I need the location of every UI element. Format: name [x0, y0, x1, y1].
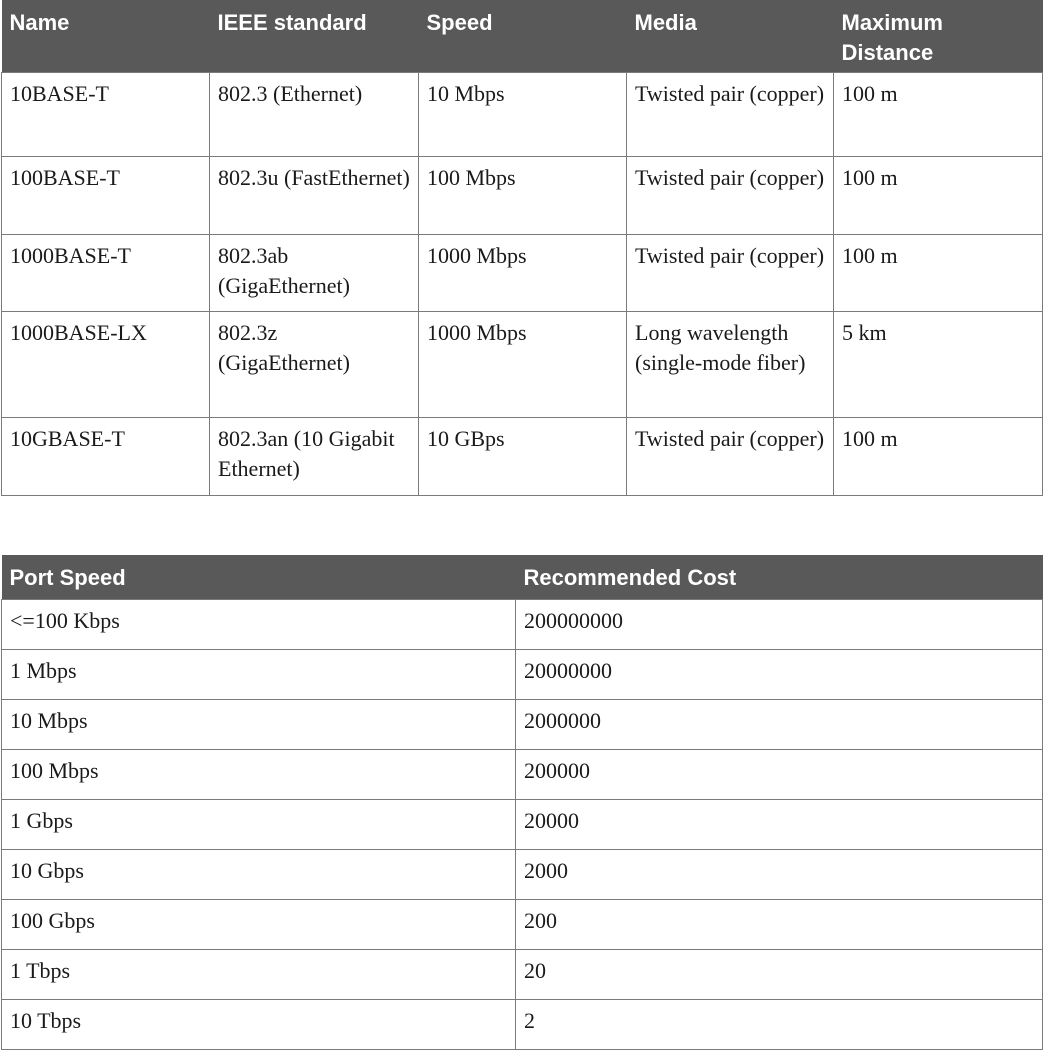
column-header-ieee-standard: IEEE standard [210, 0, 419, 72]
port-cost-table [1, 555, 1043, 1050]
cell-media: Twisted pair (copper) [627, 72, 834, 156]
table-row [2, 234, 1043, 311]
column-header-maximum-distance: Maximum Distance [834, 0, 1043, 72]
table-header-row [2, 0, 1043, 72]
cell-maximum-distance: 100 m [834, 234, 1043, 311]
cell-name: 1000BASE-LX [2, 311, 210, 417]
table-row [2, 311, 1043, 417]
cell-speed: 1000 Mbps [419, 234, 627, 311]
cell-media: Twisted pair (copper) [627, 234, 834, 311]
cell-port-speed: 10 Tbps [2, 999, 516, 1049]
column-header-name: Name [2, 0, 210, 72]
cell-media: Twisted pair (copper) [627, 156, 834, 234]
cell-recommended-cost: 200000000 [516, 599, 1043, 649]
cell-port-speed: 10 Gbps [2, 849, 516, 899]
table-row [2, 72, 1043, 156]
cell-name: 10GBASE-T [2, 417, 210, 495]
cell-ieee-standard: 802.3u (FastEthernet) [210, 156, 419, 234]
cell-recommended-cost: 20 [516, 949, 1043, 999]
cell-recommended-cost: 2000 [516, 849, 1043, 899]
table-row [2, 649, 1043, 699]
table-header-row [2, 555, 1043, 599]
table-row [2, 699, 1043, 749]
cell-ieee-standard: 802.3 (Ethernet) [210, 72, 419, 156]
cell-maximum-distance: 100 m [834, 417, 1043, 495]
column-header-speed: Speed [419, 0, 627, 72]
cell-port-speed: 1 Mbps [2, 649, 516, 699]
table-row [2, 949, 1043, 999]
column-header-port-speed: Port Speed [2, 555, 516, 599]
cell-speed: 10 Mbps [419, 72, 627, 156]
table-row [2, 156, 1043, 234]
cell-recommended-cost: 200 [516, 899, 1043, 949]
cell-name: 1000BASE-T [2, 234, 210, 311]
cell-ieee-standard: 802.3ab (GigaEthernet) [210, 234, 419, 311]
cell-port-speed: 10 Mbps [2, 699, 516, 749]
cell-media: Twisted pair (copper) [627, 417, 834, 495]
cell-recommended-cost: 200000 [516, 749, 1043, 799]
table-row [2, 749, 1043, 799]
table-row [2, 599, 1043, 649]
cell-maximum-distance: 100 m [834, 156, 1043, 234]
cell-recommended-cost: 2000000 [516, 699, 1043, 749]
cell-recommended-cost: 2 [516, 999, 1043, 1049]
cell-name: 100BASE-T [2, 156, 210, 234]
column-header-recommended-cost: Recommended Cost [516, 555, 1043, 599]
cell-speed: 10 GBps [419, 417, 627, 495]
cell-speed: 100 Mbps [419, 156, 627, 234]
cell-ieee-standard: 802.3z (GigaEthernet) [210, 311, 419, 417]
cell-media: Long wavelength (single-mode fiber) [627, 311, 834, 417]
column-header-media: Media [627, 0, 834, 72]
table-row [2, 899, 1043, 949]
cell-speed: 1000 Mbps [419, 311, 627, 417]
cell-recommended-cost: 20000000 [516, 649, 1043, 699]
cell-port-speed: 1 Tbps [2, 949, 516, 999]
cell-port-speed: 100 Mbps [2, 749, 516, 799]
cell-maximum-distance: 100 m [834, 72, 1043, 156]
table-row [2, 849, 1043, 899]
cell-name: 10BASE-T [2, 72, 210, 156]
cell-ieee-standard: 802.3an (10 Gigabit Ethernet) [210, 417, 419, 495]
cell-maximum-distance: 5 km [834, 311, 1043, 417]
cell-port-speed: 100 Gbps [2, 899, 516, 949]
table-row [2, 417, 1043, 495]
cell-port-speed: <=100 Kbps [2, 599, 516, 649]
table-row [2, 799, 1043, 849]
cell-port-speed: 1 Gbps [2, 799, 516, 849]
cell-recommended-cost: 20000 [516, 799, 1043, 849]
ethernet-standards-table [1, 0, 1043, 496]
